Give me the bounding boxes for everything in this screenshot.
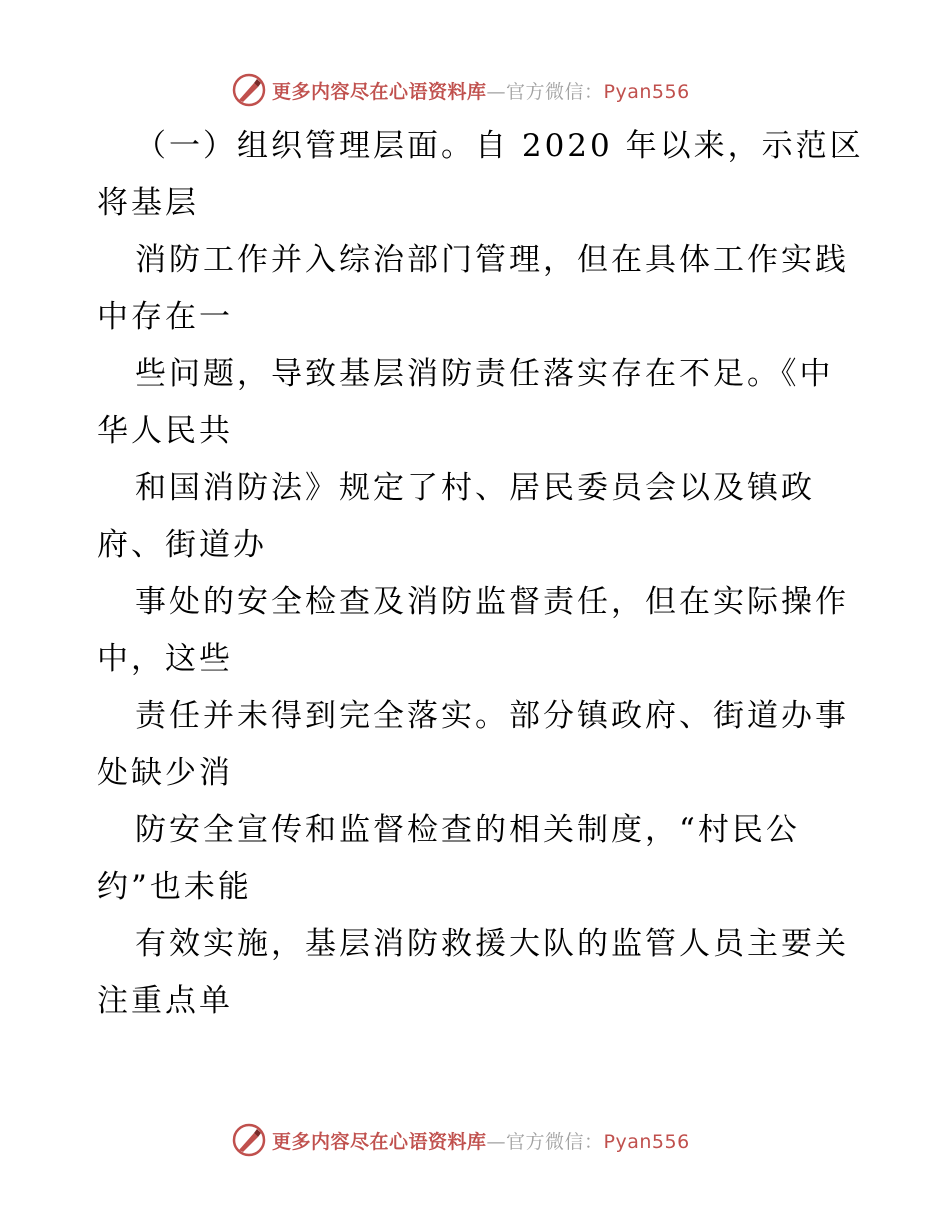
header-watermark-banner [232, 70, 752, 110]
paragraph-line: 处缺少消 [97, 755, 233, 791]
pen-logo-icon [232, 73, 266, 107]
banner-separator: — [486, 1130, 507, 1153]
paragraph-line: 约”也未能 [97, 869, 252, 905]
banner-official-label: 官方微信： [506, 80, 604, 103]
paragraph-line: 些问题，导致基层消防责任落实存在不足。《中 [135, 356, 834, 392]
paragraph-line: 消防工作并入综治部门管理，但在具体工作实践 [135, 242, 849, 278]
paragraph-line: （一）组织管理层面。自 2020 年以来，示范区 [135, 128, 864, 164]
paragraph-line: 注重点单 [97, 983, 233, 1019]
paragraph-line: 责任并未得到完全落实。部分镇政府、街道办事 [135, 698, 849, 734]
document-paragraph [97, 118, 864, 1030]
paragraph-line: 将基层 [97, 185, 199, 221]
paragraph-line: 事处的安全检查及消防监督责任，但在实际操作 [135, 584, 849, 620]
footer-watermark-banner [232, 1120, 752, 1160]
banner-text [272, 77, 690, 104]
paragraph-line: 防安全宣传和监督检查的相关制度，“村民公 [135, 812, 800, 848]
banner-text [272, 1127, 690, 1154]
banner-main-text: 更多内容尽在心语资料库 [272, 80, 487, 103]
paragraph-line: 中，这些 [97, 641, 233, 677]
banner-main-text: 更多内容尽在心语资料库 [272, 1130, 487, 1153]
paragraph-line: 有效实施，基层消防救援大队的监管人员主要关 [135, 926, 849, 962]
paragraph-line: 华人民共 [97, 413, 233, 449]
paragraph-line: 和国消防法》规定了村、居民委员会以及镇政 [135, 470, 815, 506]
banner-official-label: 官方微信： [506, 1130, 604, 1153]
paragraph-line: 中存在一 [97, 299, 233, 335]
banner-wechat-id: Pyan556 [603, 80, 690, 103]
pen-logo-icon [232, 1123, 266, 1157]
paragraph-line: 府、街道办 [97, 527, 267, 563]
banner-wechat-id: Pyan556 [603, 1130, 690, 1153]
banner-separator: — [486, 80, 507, 103]
